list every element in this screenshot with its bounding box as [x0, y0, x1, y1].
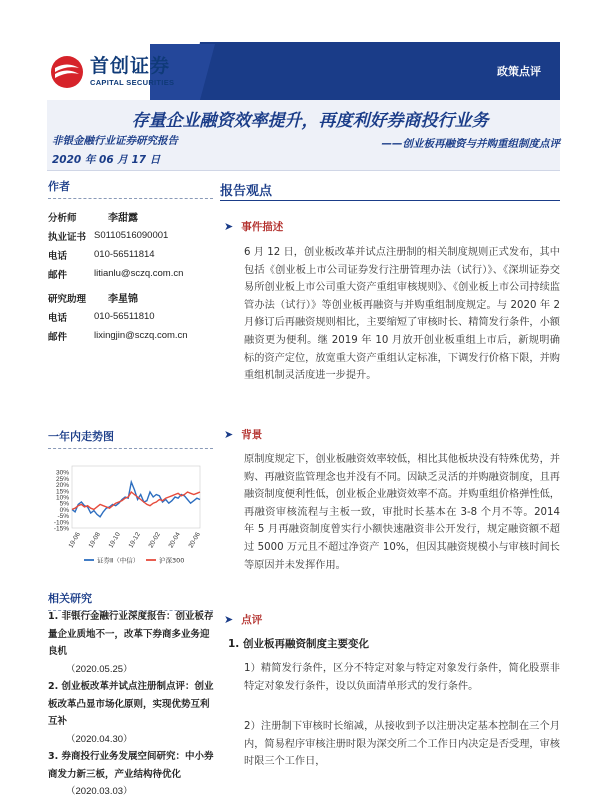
- authors-section: [48, 178, 213, 199]
- event-heading-label: 事件描述: [241, 221, 284, 233]
- trend-heading: 一年内走势图: [48, 428, 213, 449]
- x-tick-label: 19-12: [127, 531, 142, 550]
- comment-heading-label: 点评: [241, 614, 263, 626]
- plot-frame: [72, 466, 200, 528]
- assistant-contact: [48, 288, 188, 345]
- subsection-paragraph-2: 2）注册制下审核时长缩减，从接收到予以注册决定基本控制在三个月内，简易程序审核注册时限为深交所二个工作日内决定是否受理，审核时限三个工作日，: [244, 721, 560, 768]
- x-tick-label: 20-06: [187, 531, 202, 550]
- series-line: [72, 482, 200, 517]
- assistant-phone: 010-56511810: [94, 311, 155, 322]
- x-tick-label: 20-02: [147, 531, 162, 550]
- report-subtitle: ——创业板再融资与并购重组制度点评: [381, 138, 560, 150]
- y-tick-label: -10%: [53, 519, 69, 527]
- y-tick-label: 5%: [59, 500, 69, 508]
- phone-label: 电话: [48, 312, 68, 324]
- email-label: 邮件: [48, 269, 68, 281]
- assistant-email[interactable]: lixingjin@sczq.com.cn: [94, 330, 188, 341]
- y-tick-label: 15%: [55, 488, 69, 496]
- related-list: [48, 608, 218, 800]
- authors-heading: 作者: [48, 178, 213, 199]
- views-divider: [220, 200, 560, 201]
- event-paragraph: 6 月 12 日，创业板改革并试点注册制的相关制度规则正式发布，其中包括《创业板上市公司证券发行注册管理办法（试行）》、《深圳证券交易所创业板上市公司重大资产重组审核规则》、《创业板上市公司持续监管办法（试行）》等创业板再融资与并购重组制度规定。与 2020 年 2 月修订后再融资规则相比，主要缩短了审核时长、精简发行条件，小额融资更为便利。继 2019 年 10 月放开创业板重组上市后，新规明确标的资产定位，放宽重大资产重组认定标准，下调发行价格下限，并购重组机制灵活度进一步提升。: [244, 247, 560, 382]
- y-tick-label: 25%: [55, 475, 69, 483]
- analyst-contact: [48, 207, 183, 283]
- analyst-role: 分析师: [48, 212, 77, 224]
- y-tick-label: 30%: [55, 469, 69, 477]
- related-heading: 相关研究: [48, 590, 213, 611]
- related-item[interactable]: [48, 748, 218, 800]
- related-item-title: 3. 券商投行业务发展空间研究：中小券商发力新三板，产业结构待优化: [48, 751, 214, 780]
- subsection-paragraph-1: 1）精简发行条件，区分不特定对象与特定对象发行条件，简化股票非特定对象发行条件，设以负面清单形式的发行条件。: [244, 663, 560, 692]
- legend-label: 证券Ⅱ（中信）: [97, 556, 140, 565]
- related-item-date: （2020.04.30）: [66, 733, 133, 745]
- email-label: 邮件: [48, 331, 68, 343]
- related-item-title: 1. 非银行金融行业深度报告：创业板存量企业质地不一，改革下券商多业务迎良机: [48, 611, 214, 657]
- x-tick-label: 19-06: [67, 531, 82, 550]
- y-tick-label: -15%: [53, 525, 69, 533]
- report-title: 存量企业融资效率提升，再度利好券商投行业务: [131, 111, 489, 131]
- background-heading: [224, 427, 262, 442]
- related-item-date: （2020.05.25）: [66, 663, 133, 675]
- y-tick-label: 0%: [59, 506, 69, 514]
- analyst-email[interactable]: litianlu@sczq.com.cn: [94, 268, 184, 279]
- analyst-name: 李甜露: [108, 213, 138, 224]
- phone-label: 电话: [48, 250, 68, 262]
- views-heading: 报告观点: [220, 184, 273, 199]
- y-tick-label: 10%: [55, 494, 69, 502]
- x-tick-label: 20-04: [167, 531, 182, 550]
- trend-chart: [48, 460, 213, 570]
- report-series: 非银金融行业证券研究报告: [52, 135, 178, 147]
- arrow-right-icon: ➤: [224, 428, 234, 441]
- y-tick-label: -5%: [57, 513, 69, 521]
- trend-section: [48, 428, 213, 449]
- comment-heading: [224, 612, 262, 627]
- background-heading-label: 背景: [241, 429, 263, 441]
- y-tick-label: 20%: [55, 482, 69, 490]
- x-tick-label: 19-08: [87, 531, 102, 550]
- related-item-date: （2020.03.03）: [66, 786, 133, 797]
- related-item[interactable]: [48, 678, 218, 748]
- arrow-right-icon: ➤: [224, 613, 234, 626]
- related-item[interactable]: [48, 608, 218, 678]
- analyst-phone: 010-56511814: [94, 249, 155, 260]
- report-date: 2020 年 06 月 17 日: [52, 154, 161, 166]
- report-type-label: 政策点评: [497, 65, 541, 78]
- license-label: 执业证书: [48, 231, 87, 243]
- assistant-role: 研究助理: [48, 293, 87, 305]
- legend-label: 沪深300: [159, 556, 185, 565]
- related-item-title: 2. 创业板改革并试点注册制点评：创业板改革凸显市场化原则，实现优势互利互补: [48, 681, 214, 727]
- subsection-heading: 1. 创业板再融资制度主要变化: [228, 638, 369, 650]
- background-paragraph: 原制度规定下，创业板融资效率较低，相比其他板块没有特殊优势，并购、再融资监管理念也并没有不同。因缺乏灵活的并购融资制度，且再融资制度便利性低，创业板企业融资效率不高。并购重组价格弹性低，再融资审核流程与主板一致，审批时长基本在 3-8 个月不等。2014 年 5 月再融资制度曾实行小额快速融资非公开发行，规定融资额不超过 5000 万元且不超过净资产 10%，但因其融资规模小与审核时间长等原因并未发挥作用。: [244, 454, 560, 571]
- logo-text-en: CAPITAL SECURITIES: [90, 78, 175, 88]
- logo-text-cn: 首创证券: [90, 55, 171, 78]
- assistant-name: 李星锦: [108, 294, 138, 305]
- logo-emblem-icon: [50, 55, 84, 89]
- x-tick-label: 19-10: [107, 531, 122, 550]
- analyst-license: S0110516090001: [94, 230, 169, 241]
- arrow-right-icon: ➤: [224, 220, 234, 233]
- event-heading: [224, 219, 283, 234]
- company-logo: [50, 56, 200, 88]
